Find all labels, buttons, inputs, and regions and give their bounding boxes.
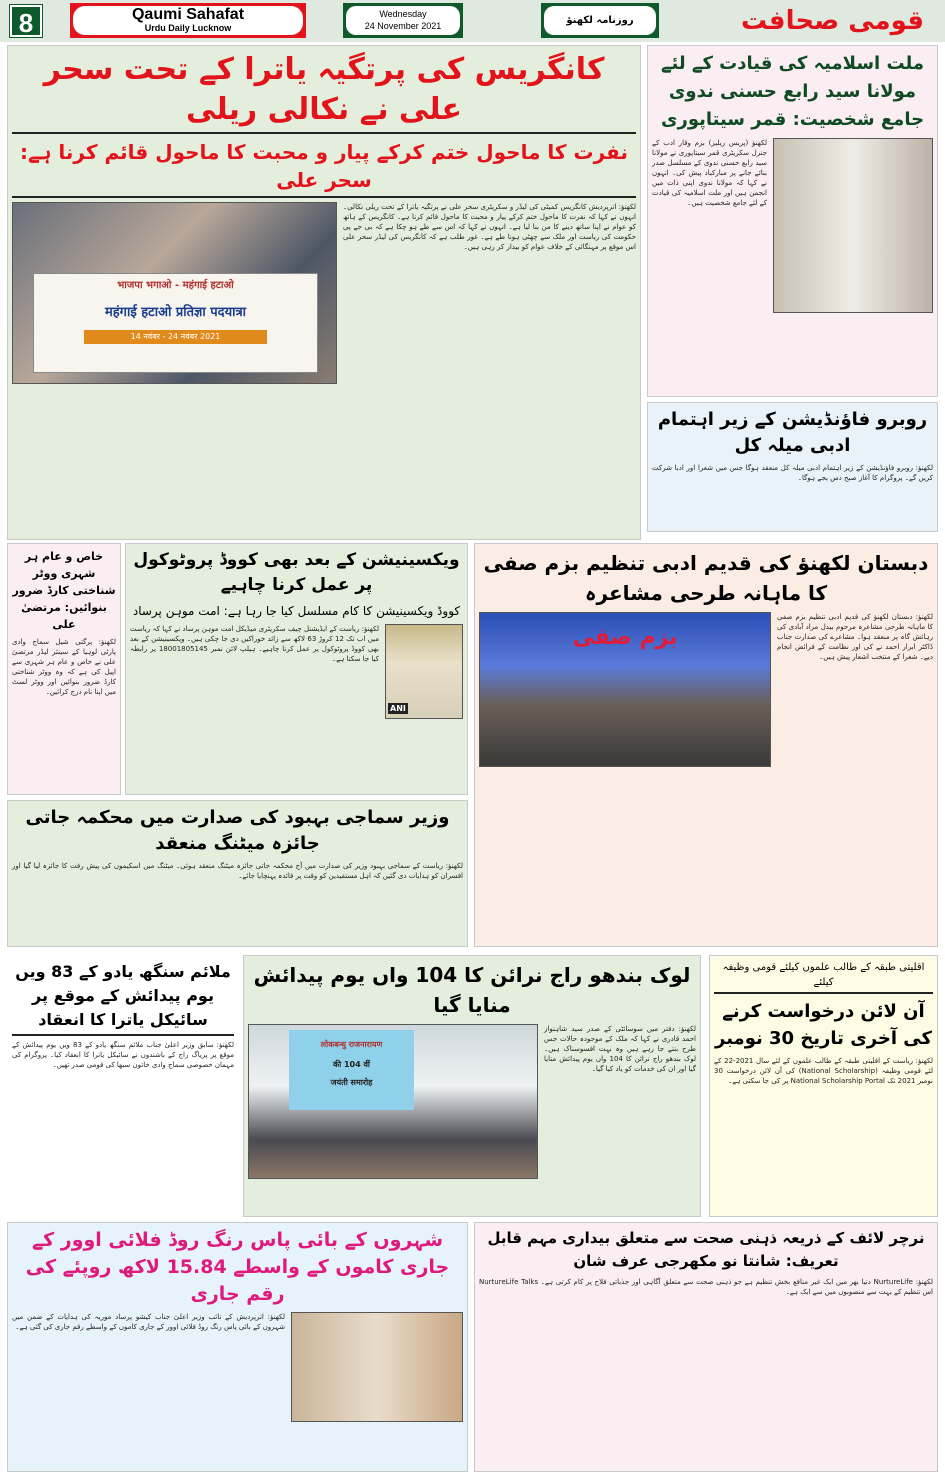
voter-headline: خاص و عام ہر شہری ووٹر شناختی کارڈ ضرور بنوائیں: مرتضیٰ علی [12,550,116,631]
scholarship-headline: آن لائن درخواست کرنے کی آخری تاریخ 30 نومبر [715,1001,932,1049]
wazir-body: لکھنؤ: ریاست کے سماجی بہبود وزیر کی صدارت میں آج محکمہ جاتی جائزہ میٹنگ منعقد ہوئی۔ میٹنگ میں اسکیموں کی پیش رفت کا جائزہ لیا گیا اور افسران کو ہدایات دی گئیں کہ اہل مستفیدین کو وقت پر فائدہ پہنچایا جائے۔ [12,862,463,880]
banner-text: लोकबन्धु राजनारायण [320,1040,383,1049]
adabi-headline: روبرو فاؤنڈیشن کے زیر اہتمام ادبی میلہ کل [657,409,928,456]
urdu-logo: قومی صحافت [741,6,924,36]
banner-text: जयंती समारोह [330,1078,373,1087]
bypass-headline: شہروں کے بائی پاس رنگ روڈ فلائی اوور کے جاری کاموں کے واسطے 15.84 لاکھ روپئے کی رقم جاری [25,1229,450,1305]
vaccine-photo [385,624,463,719]
masthead [0,0,945,42]
mulayam-headline: ملائم سنگھ یادو کے 83 ویں یوم پیدائش کے موقع پر سائیکل یاترا کا انعقاد [12,960,234,1036]
mushaira-body: لکھنؤ: دبستان لکھنؤ کی قدیم ادبی تنظیم بزم صفی کا ماہانہ طرحی مشاعرہ مرحوم بیدل مراد آبادی کی رہائش گاہ پر منعقد ہوا۔ مشاعرے کی صدارت جناب ڈاکٹر ابرار احمد نے کی اور نظامت کے فرائض انجام دیے۔ شعرا کے منتخب اشعار پیش ہیں۔ [777,613,933,661]
nurture-article [474,1222,938,1472]
date-box [343,3,463,38]
lokbandhu-photo [248,1024,538,1179]
milli-article [647,45,938,397]
bypass-article [7,1222,468,1472]
banner-text: भाजपा भगाओ - महंगाई हटाओ [117,280,234,291]
wazir-article [7,800,468,947]
newspaper-name: Qaumi Sahafat [131,6,245,23]
lead-headline: کانگریس کی پرتگیہ یاترا کے تحت سحر علی نے نکالی ریلی [12,50,636,134]
bypass-photo [291,1312,463,1422]
vaccine-headline: ویکسینیشن کے بعد بھی کووڈ پروٹوکول پر عمل کرنا چاہیے [133,550,460,595]
newspaper-name-box [70,3,306,38]
bypass-body: لکھنؤ: اترپردیش کے نائب وزیر اعلیٰ جناب کیشو پرساد موریہ کی ہدایات کے ضمن میں شہروں کے بائی پاس رنگ روڈ فلائی اوور کے جاری کاموں کے واسطے رقم جاری کی گئی ہے۔ [12,1313,285,1331]
nurture-headline: نرچر لائف کے ذریعہ ذہنی صحت سے متعلق بیداری مہم قابل تعریف: شانتا نو مکھرجی عرف شان [487,1229,925,1270]
milli-body: لکھنؤ (پریس ریلیز) بزم وقار ادب کے جنرل سکریٹری قمر سیتاپوری نے مولانا سید رابع حسنی ندوی کے مسلسل صدر بنائے جانے پر مبارکباد پیش کی۔ انہوں نے کہا کہ مولانا ندوی اپنی ذات میں انجمن ہیں اور ملت اسلامیہ کی قیادت کے لئے جامع شخصیت ہیں۔ [652,139,767,207]
lokbandhu-article [243,955,701,1217]
scholarship-body: لکھنؤ: ریاست کے اقلیتی طبقہ کے طالب علموں کے لئے سال 2021-22 کے لئے قومی وظیفہ (National Scholarship) کی آن لائن درخواست 30 نومبر 2021 تک National Scholarship Portal پر کی جا سکتی ہے۔ [714,1057,933,1085]
vaccine-subhead: کووڈ ویکسینیشن کا کام مسلسل کیا جا رہا ہے: امت موہن پرساد [132,604,461,618]
lead-photo-rally [12,202,337,384]
newspaper-tagline: Urdu Daily Lucknow [144,23,232,33]
lead-subhead: نفرت کا ماحول ختم کرکے پیار و محبت کا ماحول قائم کرنا ہے: سحر علی [12,138,636,198]
voter-article [7,543,121,795]
vaccine-body: لکھنؤ: ریاست کے ایڈیشنل چیف سکریٹری میڈیکل امت موہن پرساد نے کہا کہ ریاست میں اب تک 12 کروڑ 63 لاکھ سے زائد خوراکیں دی جا چکی ہیں۔ ویکسینیشن کے بعد بھی کووڈ پروٹوکول پر عمل کرنا چاہیے۔ ہیلپ لائن نمبر 18001805145 پر رابطہ کیا جا سکتا ہے۔ [130,625,379,663]
wazir-headline: وزیر سماجی بہبود کی صدارت میں محکمہ جاتی جائزہ میٹنگ منعقد [25,807,450,854]
edition-box [541,3,659,38]
scholarship-article [709,955,938,1217]
lead-body: لکھنؤ: اترپردیش کانگریس کمیٹی کی لیڈر و سکریٹری سحر علی نے پرتگیہ یاترا کے تحت ریلی نکالی۔ انہوں نے کہا کہ نفرت کا ماحول ختم کرکے پیار و محبت کا ماحول قائم کرنا ہے۔ کانگریس کے ہاتھ کو عوام نے اپنا ساتھ دینے کا من بنا لیا ہے۔ انہوں نے کہا کہ اس سے طے ہو چکا ہے کہ بی جے پی حکومت کی ریاست اور ملک سے چھٹی ہونا طے ہے۔ غور طلب ہے کہ کانگریس کی لیڈر سحر علی اس موقع پر مہنگائی کے خلاف عوام کو بیدار کر رہی ہیں۔ [343,203,636,251]
ani-logo: ANI [390,704,406,713]
lead-article [7,45,641,540]
banner-text: महंगाई हटाओ प्रतिज्ञा पदयात्रा [104,305,247,320]
edition-label: روزنامہ لکھنؤ [544,6,656,35]
mushaira-headline: دبستان لکھنؤ کی قدیم ادبی تنظیم بزم صفی کا ماہانہ طرحی مشاعرہ [483,551,929,605]
milli-photo [773,138,933,313]
mulayam-body: لکھنؤ: سابق وزیر اعلیٰ جناب ملائم سنگھ یادو کے 83 ویں یوم پیدائش کے موقع پر پریاگ راج کے باشندوں نے سائیکل یاترا کا انعقاد کیا۔ پروگرام کی مہمان خصوصی سماج وادی خاتون سبھا کی قومی صدر تھیں۔ [12,1041,234,1069]
banner-text: 14 नवंबर - 24 नवंबर 2021 [84,330,267,344]
date: 24 November 2021 [364,21,442,31]
day: Wednesday [379,9,427,19]
jayanti-banner [289,1030,414,1110]
bazm-banner: بزم صفی [572,625,678,650]
lokbandhu-headline: لوک بندھو راج نرائن کا 104 واں یوم پیدائش منایا گیا [253,963,691,1017]
page-number: 8 [10,5,42,37]
mushaira-photo [479,612,771,767]
adabi-body: لکھنؤ: روبرو فاؤنڈیشن کے زیر اہتمام ادبی میلہ کل منعقد ہوگا جس میں شعرا اور ادبا شرکت کریں گے۔ پروگرام کا آغاز صبح دس بجے ہوگا۔ [652,464,933,482]
nurture-body: لکھنؤ: NurtureLife دنیا بھر میں ایک غیر منافع بخش تنظیم ہے جو ذہنی صحت سے متعلق آگاہی اور جذباتی فلاح پر کام کرتی ہے۔ NurtureLife Talks اس تنظیم کے بہت سے منصوبوں میں سے ایک ہے۔ [479,1278,934,1296]
rally-banner [33,273,318,373]
scholarship-kicker: اقلیتی طبقہ کے طالب علموں کیلئے قومی وظیفہ کیلئے [714,960,933,994]
lokbandhu-body: لکھنؤ: دفتر میں سوسائٹی کے صدر سید شاہنواز احمد قادری نے کہا کہ ملک کے موجودہ حالات جس طرح بنتے جا رہے ہیں وہ بہت افسوسناک ہیں۔ لوک بندھو راج نرائن کا 104 واں یوم پیدائش منایا گیا اور ان کی خدمات کو یاد کیا گیا۔ [544,1025,696,1073]
banner-text: की 104 वीं [332,1060,370,1069]
mulayam-article [7,955,239,1217]
voter-body: لکھنؤ: پرگتی شیل سماج وادی پارٹی لوہیا کے سینئر لیڈر مرتضیٰ علی نے خاص و عام ہر شہری سے اپیل کی ہے کہ وہ ووٹر شناختی کارڈ ضرور بنوائیں اور ووٹر لسٹ میں اپنا نام درج کرائیں۔ [12,638,116,696]
vaccine-article [125,543,468,795]
adabi-article [647,402,938,532]
milli-headline: ملت اسلامیہ کی قیادت کے لئے مولانا سید رابع حسنی ندوی جامع شخصیت: قمر سیتاپوری [660,53,925,130]
mushaira-article [474,543,938,947]
